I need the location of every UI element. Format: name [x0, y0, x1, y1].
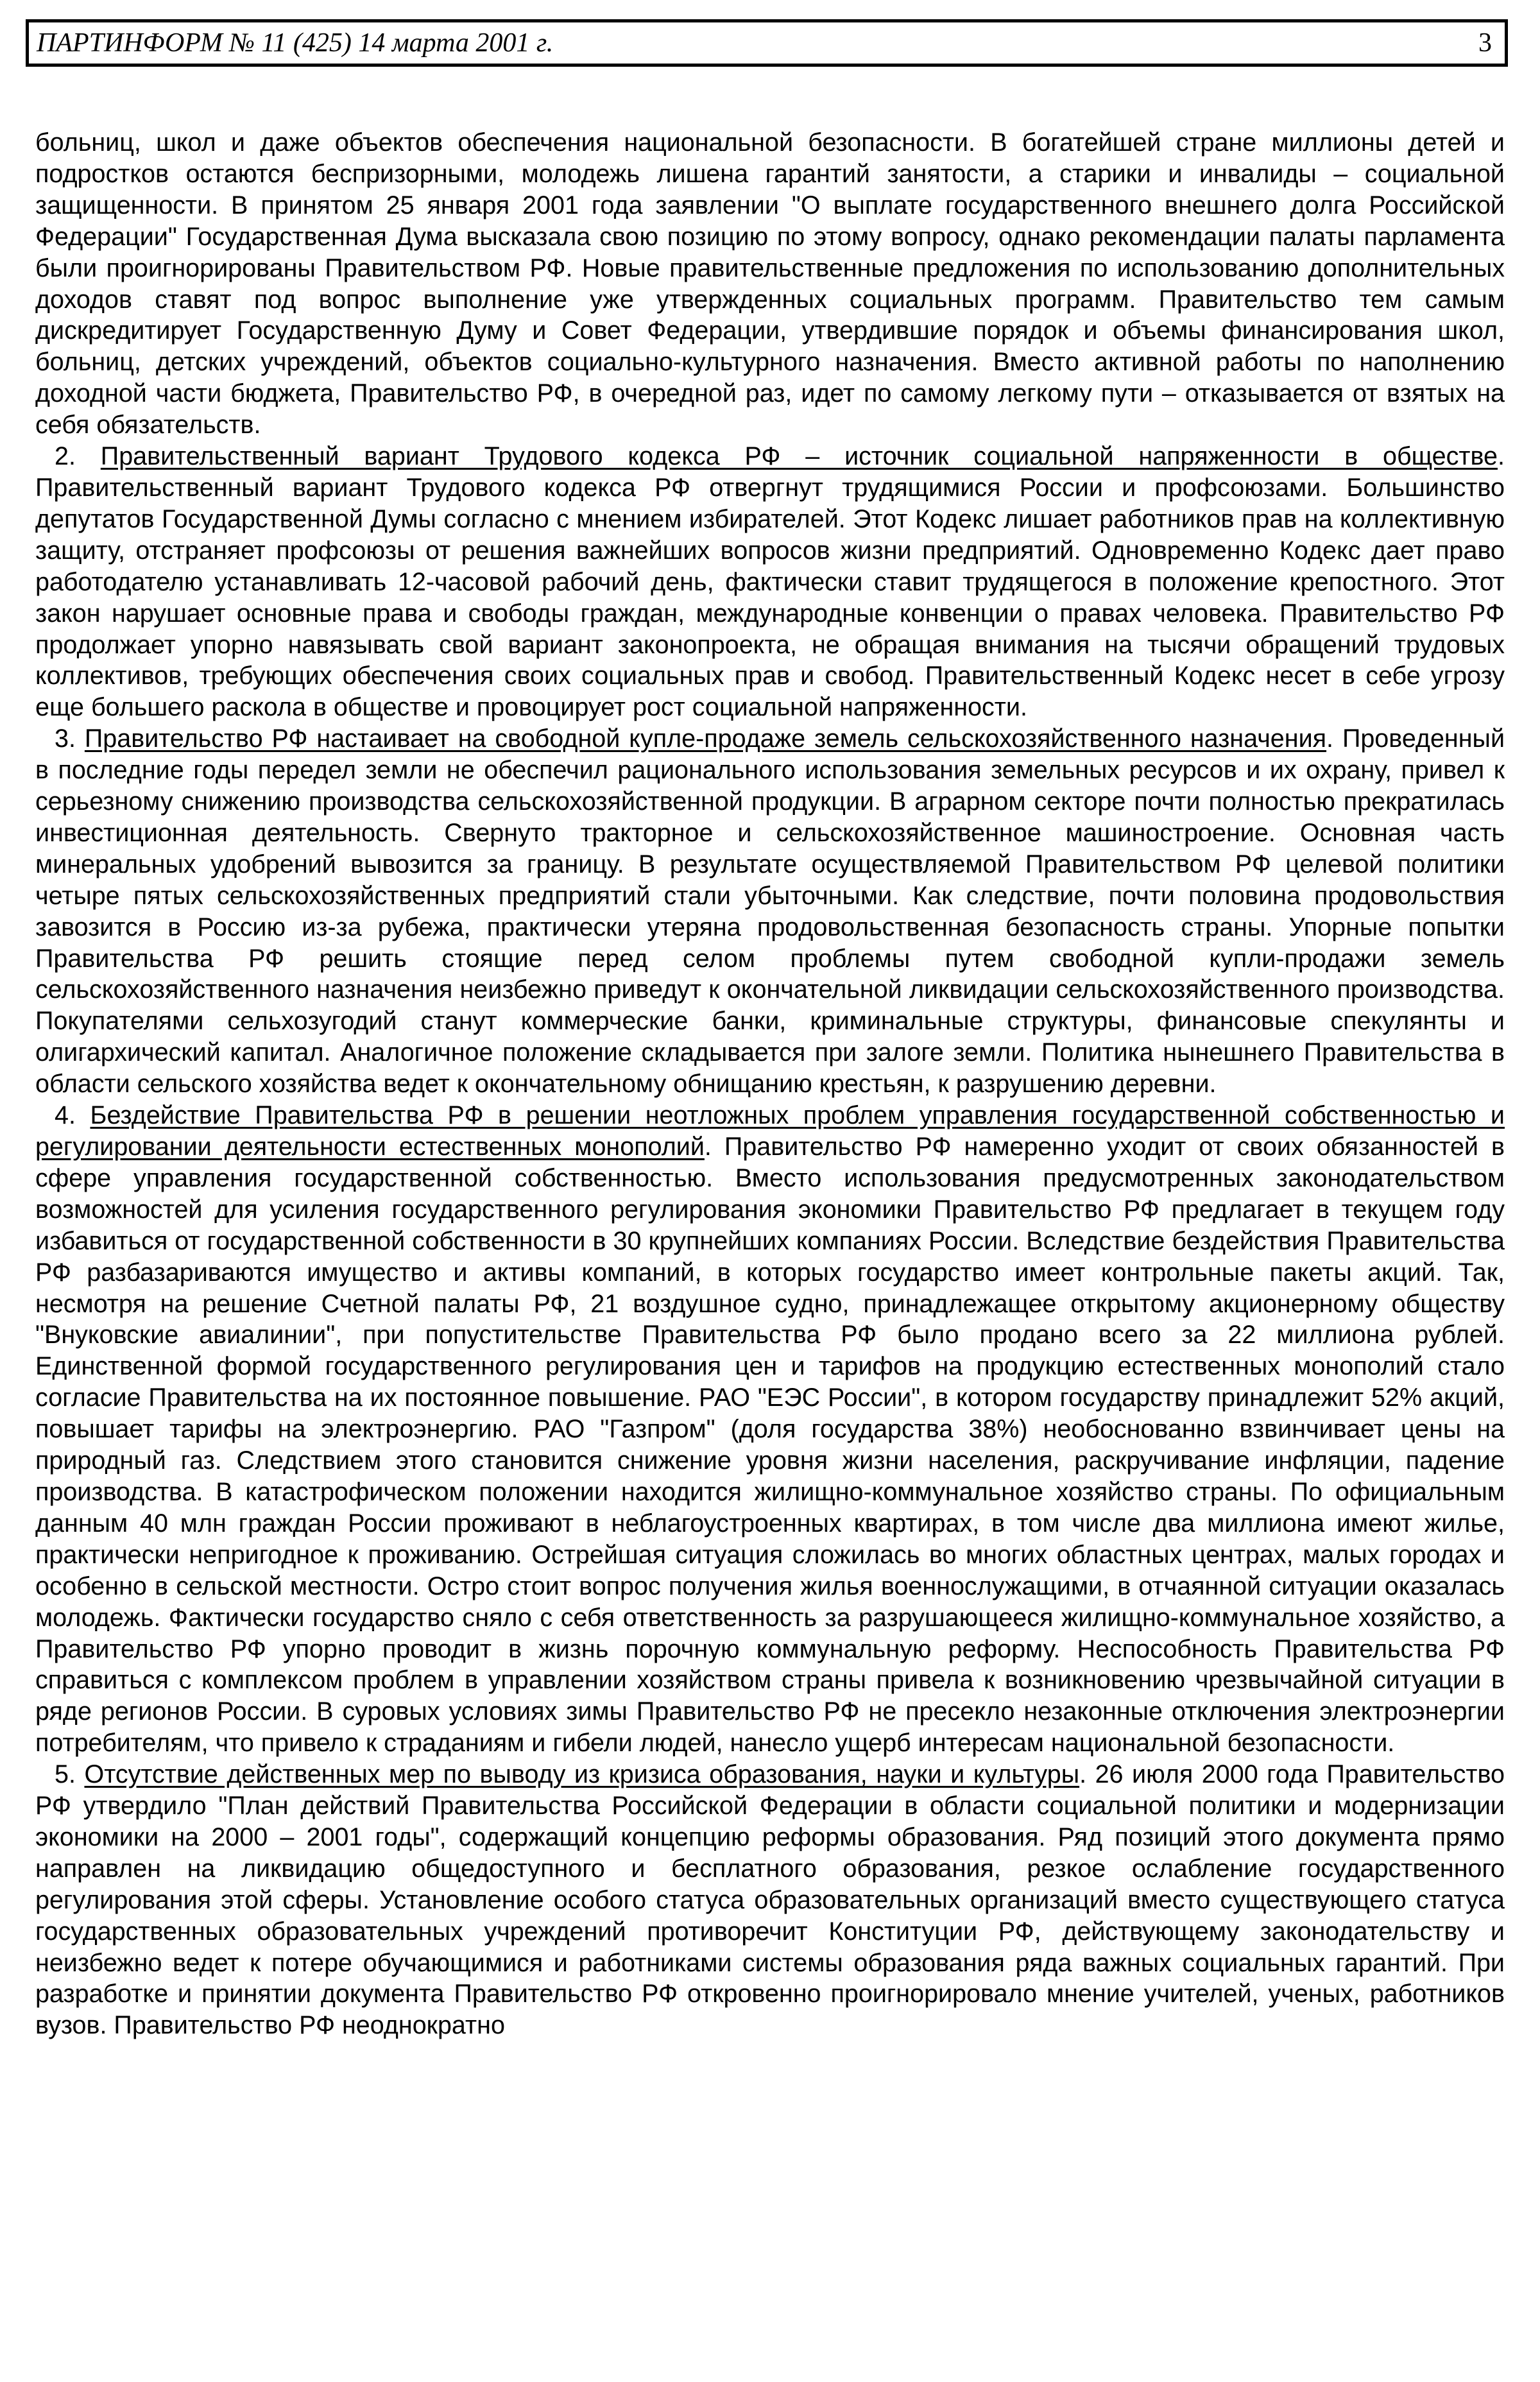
section-body: . Проведенный в последние годы передел земли не обеспечил рационального использования земельных ресурсов и их охрану, привел к серьезному снижению производства сельскохозяйственной продукции. В аграрном секторе почти полностью прекратилась инвестиционная деятельность. Свернуто тракторное и сельскохозяйственное машиностроение. Основная часть минеральных удобрений вывозится за границу. В результате осуществляемой Правительством РФ целевой политики четыре пятых сельскохозяйственных предприятий стали убыточными. Как следствие, почти половина продовольствия завозится в Россию из-за рубежа, практически утеряна продовольственная безопасность страны. Упорные попытки Правительства РФ решить стоящие перед селом проблемы путем свободной купли-продажи земель сельскохозяйственного назначения неизбежно приведут к окончательной ликвидации сельскохозяйственного производства. Покупателями сельхозугодий станут коммерческие банки, криминальные структуры, финансовые спекулянты и олигархический капитал. Аналогичное положение складывается при залоге земли. Политика нынешнего Правительства в области сельского хозяйства ведет к окончательному обнищанию крестьян, к разрушению деревни. — [35, 724, 1505, 1099]
article-body — [35, 127, 1505, 2041]
section-heading: Правительство РФ настаивает на свободной купле-продаже земель сельскохозяйственного назначения — [84, 724, 1327, 753]
section-number: 5. — [55, 1760, 76, 1789]
section-heading: Отсутствие действенных мер по выводу из кризиса образования, науки и культуры — [84, 1760, 1080, 1789]
section-heading: Бездействие Правительства РФ в решении неотложных проблем управления государственной собственностью и регулировании деятельности естественных монополий — [35, 1101, 1505, 1161]
section-2-paragraph — [35, 441, 1505, 723]
page-number: 3 — [1478, 28, 1492, 58]
section-3-paragraph — [35, 723, 1505, 1100]
section-number: 3. — [55, 724, 76, 753]
page-header — [26, 19, 1508, 67]
section-body: . Правительство РФ намеренно уходит от своих обязанностей в сфере управления государственной собственностью. Вместо использования предусмотренных законодательством возможностей для усиления государственного регулирования экономики Правительство РФ предлагает в текущем году избавиться от государственной собственности в 30 крупнейших компаниях России. Вследствие бездействия Правительства РФ разбазариваются имущество и активы компаний, в которых государство имеет контрольные пакеты акций. Так, несмотря на решение Счетной палаты РФ, 21 воздушное судно, принадлежащее открытому акционерному обществу "Внуковские авиалинии", при попустительстве Правительства РФ было продано всего за 22 миллиона рублей. Единственной формой государственного регулирования цен и тарифов на продукцию естественных монополий стало согласие Правительства на их постоянное повышение. РАО "ЕЭС России", в котором государству принадлежит 52% акций, повышает тарифы на электроэнергию. РАО "Газпром" (доля государства 38%) необоснованно взвинчивает цены на природный газ. Следствием этого становится снижение уровня жизни населения, раскручивание инфляции, падение производства. В катастрофическом положении находится жилищно-коммунальное хозяйство страны. По официальным данным 40 млн граждан России проживают в неблагоустроенных квартирах, в том числе два миллиона имеют жилье, практически непригодное к проживанию. Острейшая ситуация сложилась во многих областных центрах, малых городах и особенно в сельской местности. Остро стоит вопрос получения жилья военнослужащими, в отчаянной ситуации оказалась молодежь. Фактически государство сняло с себя ответственность за разрушающееся жилищно-коммунальное хозяйство, а Правительство РФ упорно проводит в жизнь порочную коммунальную реформу. Неспособность Правительства РФ справиться с комплексом проблем в управлении хозяйством страны привела к возникновению чрезвычайной ситуации в ряде регионов России. В суровых условиях зимы Правительство РФ не пресекло незаконные отключения электроэнергии потребителям, что привело к страданиям и гибели людей, нанесло ущерб интересам национальной безопасности. — [35, 1133, 1505, 1758]
intro-paragraph: больниц, школ и даже объектов обеспечения национальной безопасности. В богатейшей стране миллионы детей и подростков остаются беспризорными, молодежь лишена гарантий занятости, а старики и инвалиды – социальной защищенности. В принятом 25 января 2001 года заявлении "О выплате государственного внешнего долга Российской Федерации" Государственная Дума высказала свою позицию по этому вопросу, однако рекомендации палаты парламента были проигнорированы Правительством РФ. Новые правительственные предложения по использованию дополнительных доходов ставят под вопрос выполнение уже утвержденных социальных программ. Правительство тем самым дискредитирует Государственную Думу и Совет Федерации, утвердившие порядок и объемы финансирования школ, больниц, детских учреждений, объектов социально-культурного назначения. Вместо активной работы по наполнению доходной части бюджета, Правительство РФ, в очередной раз, идет по самому легкому пути – отказывается от взятых на себя обязательств. — [35, 128, 1505, 440]
section-5-paragraph — [35, 1759, 1505, 2041]
section-heading: Правительственный вариант Трудового кодекса РФ – источник социальной напряженности в обществе — [100, 442, 1498, 471]
section-body: . Правительственный вариант Трудового кодекса РФ отвергнут трудящимися России и профсоюзами. Большинство депутатов Государственной Думы согласно с мнением избирателей. Этот Кодекс лишает работников прав на коллективную защиту, отстраняет профсоюзы от решения важнейших вопросов жизни предприятий. Одновременно Кодекс дает право работодателю устанавливать 12-часовой рабочий день, фактически ставит трудящегося в положение крепостного. Этот закон нарушает основные права и свободы граждан, международные конвенции о правах человека. Правительство РФ продолжает упорно навязывать свой вариант законопроекта, не обращая внимания на тысячи обращений трудовых коллективов, требующих обеспечения своих социальных прав и свобод. Правительственный Кодекс несет в себе угрозу еще большего раскола в обществе и провоцирует рост социальной напряженности. — [35, 442, 1505, 722]
section-number: 4. — [55, 1101, 76, 1130]
section-number: 2. — [55, 442, 76, 471]
section-4-paragraph — [35, 1100, 1505, 1759]
newspaper-title: ПАРТИНФОРМ № 11 (425) 14 марта 2001 г. — [37, 28, 554, 58]
section-body: . 26 июля 2000 года Правительство РФ утвердило "План действий Правительства Российской Федерации в области социальной политики и модернизации экономики на 2000 – 2001 годы", содержащий концепцию реформы образования. Ряд позиций этого документа прямо направлен на ликвидацию общедоступного и бесплатного образования, резкое ослабление государственного регулирования этой сферы. Установление особого статуса образовательных организаций вместо существующего статуса государственных образовательных учреждений противоречит Конституции РФ, действующему законодательству и неизбежно ведет к потере обучающимися и работниками системы образования ряда важных социальных гарантий. При разработке и принятии документа Правительство РФ откровенно проигнорировало мнение учителей, ученых, работников вузов. Правительство РФ неоднократно — [35, 1760, 1505, 2040]
